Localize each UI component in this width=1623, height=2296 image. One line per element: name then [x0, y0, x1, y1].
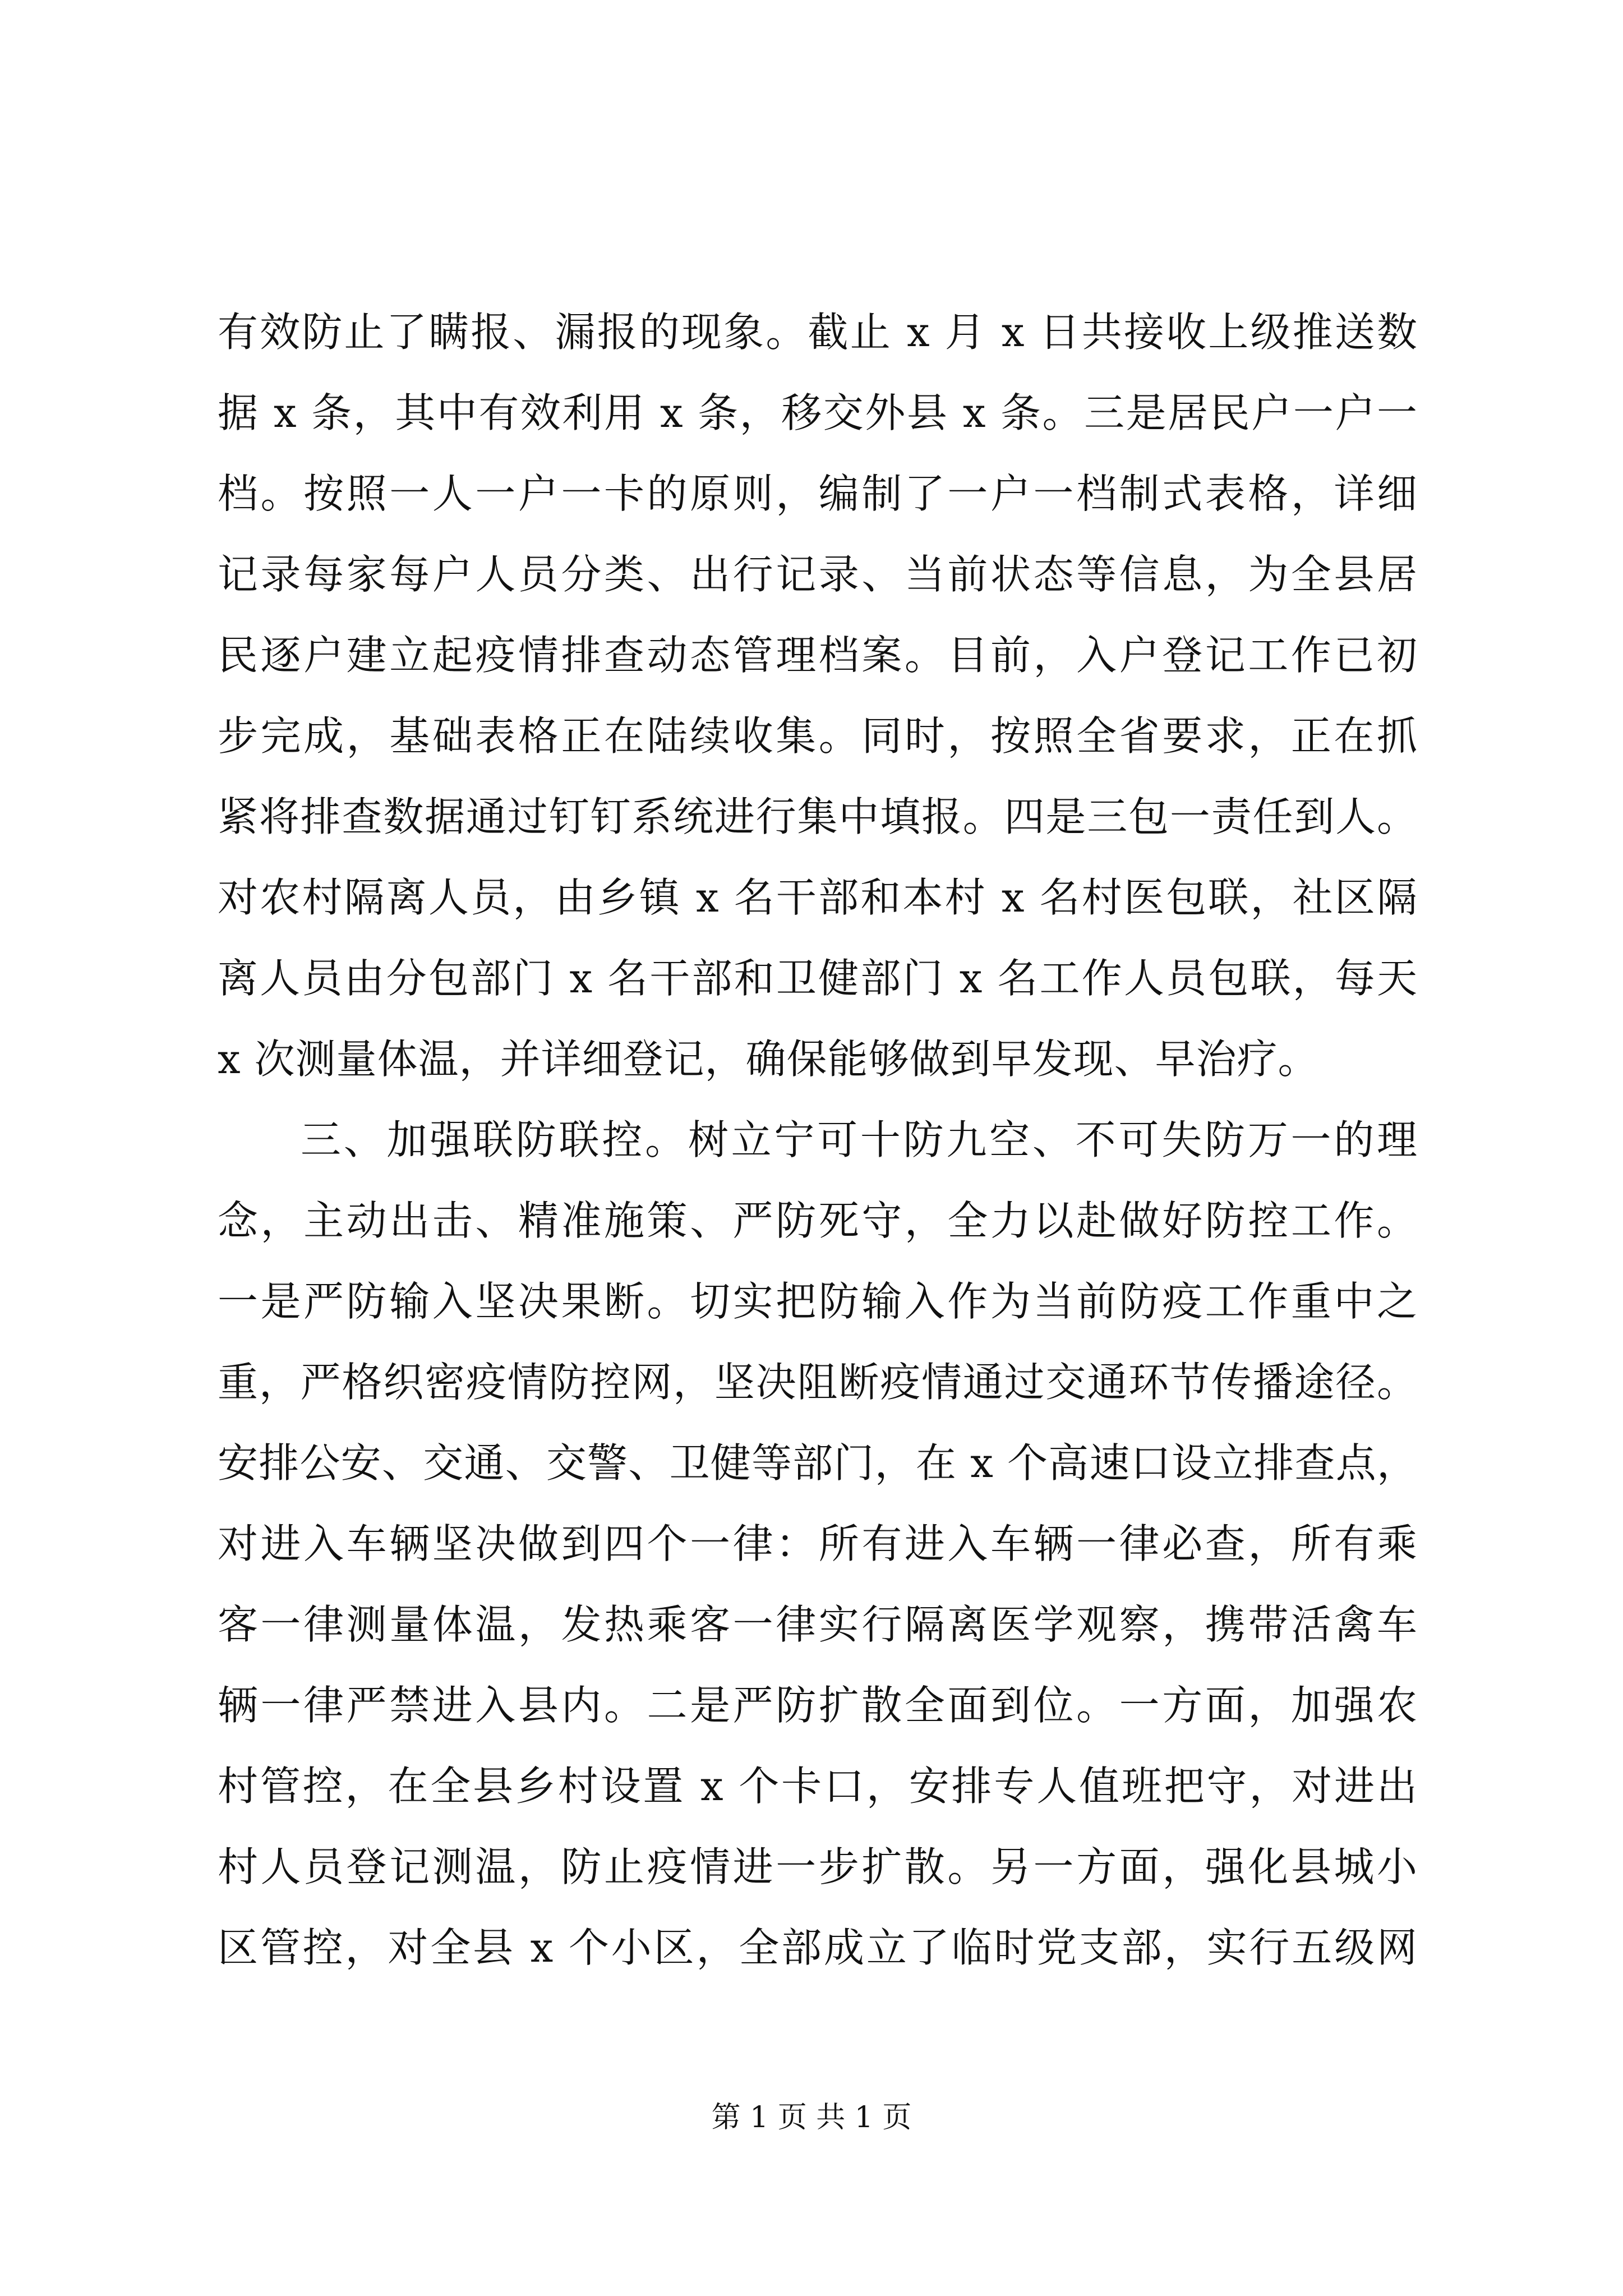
text-line: 念，主动出击、精准施策、严防死守，全力以赴做好防控工作。	[218, 1197, 1418, 1244]
text-line: 记录每家每户人员分类、出行记录、当前状态等信息，为全县居	[218, 551, 1418, 598]
text-line: 客一律测量体温，发热乘客一律实行隔离医学观察，携带活禽车	[218, 1601, 1418, 1648]
text-line: 民逐户建立起疫情排查动态管理档案。目前，入户登记工作已初	[218, 632, 1418, 679]
text-line: 安排公安、交通、交警、卫健等部门，在 x 个高速口设立排查点，	[218, 1439, 1418, 1487]
text-line: 对农村隔离人员，由乡镇 x 名干部和本村 x 名村医包联，社区隔	[218, 874, 1418, 921]
text-line: 有效防止了瞒报、漏报的现象。截止 x 月 x 日共接收上级推送数	[218, 309, 1418, 356]
section-heading-line: 三、加强联防联控。树立宁可十防九空、不可失防万一的理	[301, 1116, 1418, 1163]
text-line: 村管控，在全县乡村设置 x 个卡口，安排专人值班把守，对进出	[218, 1763, 1418, 1810]
text-line: 步完成，基础表格正在陆续收集。同时，按照全省要求，正在抓	[218, 712, 1418, 760]
text-line: 档。按照一人一户一卡的原则，编制了一户一档制式表格，详细	[218, 470, 1418, 517]
text-line: 离人员由分包部门 x 名干部和卫健部门 x 名工作人员包联，每天	[218, 955, 1418, 1002]
text-line: 重，严格织密疫情防控网，坚决阻断疫情通过交通环节传播途径。	[218, 1359, 1418, 1406]
page-footer: 第 1 页 共 1 页	[711, 2101, 912, 2134]
text-line: 一是严防输入坚决果断。切实把防输入作为当前防疫工作重中之	[218, 1278, 1418, 1325]
text-line: 对进入车辆坚决做到四个一律：所有进入车辆一律必查，所有乘	[218, 1520, 1418, 1567]
text-line: x 次测量体温，并详细登记，确保能够做到早发现、早治疗。	[218, 1036, 1319, 1083]
text-line: 辆一律严禁进入县内。二是严防扩散全面到位。一方面，加强农	[218, 1682, 1418, 1729]
text-line: 区管控，对全县 x 个小区，全部成立了临时党支部，实行五级网	[218, 1924, 1418, 1971]
document-body	[218, 292, 1418, 1988]
text-line: 村人员登记测温，防止疫情进一步扩散。另一方面，强化县城小	[218, 1843, 1418, 1890]
text-line: 紧将排查数据通过钉钉系统进行集中填报。四是三包一责任到人。	[218, 793, 1418, 840]
text-line: 据 x 条，其中有效利用 x 条，移交外县 x 条。三是居民户一户一	[218, 389, 1418, 436]
